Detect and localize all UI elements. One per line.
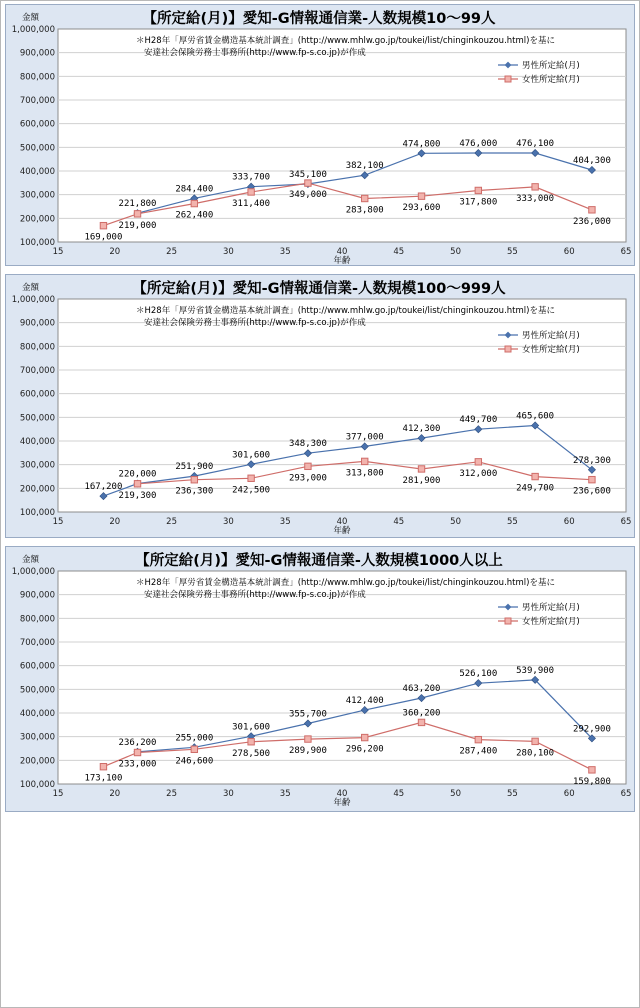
female-data-point bbox=[532, 184, 538, 190]
female-data-label: 280,100 bbox=[516, 748, 555, 759]
female-data-label: 169,000 bbox=[84, 232, 123, 243]
chart-svg bbox=[6, 5, 632, 265]
male-data-label: 476,100 bbox=[516, 138, 555, 149]
female-data-label: 236,000 bbox=[572, 216, 611, 227]
chart-svg bbox=[6, 275, 632, 537]
x-tick-label: 40 bbox=[336, 789, 348, 799]
y-tick-label: 900,000 bbox=[19, 590, 55, 601]
female-data-point bbox=[248, 739, 254, 745]
male-data-label: 167,200 bbox=[84, 482, 123, 493]
x-tick-label: 65 bbox=[620, 789, 632, 799]
y-tick-label: 500,000 bbox=[19, 685, 55, 696]
female-data-label: 312,000 bbox=[459, 468, 498, 479]
female-data-point bbox=[475, 736, 481, 742]
y-tick-label: 500,000 bbox=[19, 413, 55, 424]
x-tick-label: 15 bbox=[52, 517, 64, 527]
male-data-label: 333,700 bbox=[232, 172, 271, 183]
y-tick-label: 1,000,000 bbox=[11, 295, 55, 305]
source-note-line-2: 安達社会保険労務士事務所(http://www.fp-s.co.jp)が作成 bbox=[144, 318, 366, 328]
female-data-label: 246,600 bbox=[175, 756, 214, 767]
legend-female-marker bbox=[505, 76, 511, 82]
y-tick-label: 900,000 bbox=[19, 48, 55, 59]
female-data-point bbox=[475, 459, 481, 465]
female-data-point bbox=[532, 738, 538, 744]
y-tick-label: 200,000 bbox=[19, 484, 55, 495]
female-data-point bbox=[191, 746, 197, 752]
y-tick-label: 100,000 bbox=[19, 508, 55, 518]
female-data-label: 287,400 bbox=[459, 746, 498, 757]
y-tick-label: 800,000 bbox=[19, 72, 55, 83]
x-tick-label: 15 bbox=[52, 789, 64, 799]
female-data-label: 262,400 bbox=[175, 210, 214, 221]
male-data-label: 412,300 bbox=[402, 424, 441, 435]
legend-female-marker bbox=[505, 346, 511, 352]
x-tick-label: 55 bbox=[506, 789, 518, 799]
male-data-label: 474,800 bbox=[402, 139, 441, 150]
chart-svg bbox=[6, 547, 632, 811]
female-data-label: 296,200 bbox=[345, 744, 384, 755]
chart-panel-size-10-99 bbox=[5, 4, 635, 266]
male-data-label: 476,000 bbox=[459, 139, 498, 150]
female-data-label: 293,600 bbox=[402, 203, 441, 214]
x-tick-label: 65 bbox=[620, 517, 632, 527]
male-data-label: 292,900 bbox=[572, 724, 611, 735]
y-tick-label: 700,000 bbox=[19, 366, 55, 376]
male-data-label: 404,300 bbox=[572, 155, 611, 166]
legend-female-label: 女性所定給(月) bbox=[522, 617, 580, 627]
legend-female-label: 女性所定給(月) bbox=[522, 345, 580, 355]
male-data-label: 526,100 bbox=[459, 669, 498, 680]
y-tick-label: 400,000 bbox=[19, 709, 55, 719]
male-data-label: 377,000 bbox=[345, 432, 384, 443]
female-data-label: 242,500 bbox=[232, 485, 271, 496]
female-data-label: 278,500 bbox=[232, 748, 271, 759]
y-axis-title: 金額 bbox=[22, 13, 40, 23]
x-tick-label: 40 bbox=[336, 247, 348, 257]
female-data-label: 236,600 bbox=[572, 486, 611, 497]
male-data-label: 412,400 bbox=[345, 696, 384, 707]
female-data-label: 289,900 bbox=[288, 746, 327, 757]
chart-panel-size-1000-plus bbox=[5, 546, 635, 812]
x-axis-title: 年齢 bbox=[333, 526, 351, 536]
female-data-point bbox=[418, 466, 424, 472]
male-data-label: 382,100 bbox=[345, 161, 384, 172]
legend-female-marker bbox=[505, 618, 511, 624]
male-data-label: 251,900 bbox=[175, 462, 214, 473]
x-tick-label: 45 bbox=[393, 247, 405, 257]
female-data-label: 249,700 bbox=[516, 483, 555, 494]
x-tick-label: 50 bbox=[450, 789, 462, 799]
legend-female-label: 女性所定給(月) bbox=[522, 75, 580, 85]
female-data-point bbox=[362, 458, 368, 464]
male-data-label: 539,900 bbox=[516, 665, 555, 676]
y-tick-label: 800,000 bbox=[19, 614, 55, 625]
y-tick-label: 100,000 bbox=[19, 780, 55, 790]
female-data-point bbox=[362, 195, 368, 201]
y-tick-label: 1,000,000 bbox=[11, 567, 55, 577]
x-tick-label: 25 bbox=[166, 247, 178, 257]
female-data-label: 293,000 bbox=[288, 473, 327, 484]
female-data-label: 360,200 bbox=[402, 708, 441, 719]
female-data-point bbox=[589, 767, 595, 773]
y-tick-label: 700,000 bbox=[19, 638, 55, 648]
y-tick-label: 600,000 bbox=[19, 119, 55, 130]
female-data-point bbox=[134, 749, 140, 755]
female-data-label: 159,800 bbox=[572, 776, 611, 787]
female-data-label: 317,800 bbox=[459, 197, 498, 208]
female-data-label: 313,800 bbox=[345, 468, 384, 479]
x-tick-label: 15 bbox=[52, 247, 64, 257]
female-data-point bbox=[248, 189, 254, 195]
x-tick-label: 60 bbox=[563, 517, 575, 527]
x-tick-label: 60 bbox=[563, 789, 575, 799]
legend-male-label: 男性所定給(月) bbox=[522, 61, 580, 71]
chart-title: 【所定給(月)】愛知-G情報通信業-人数規模10～99人 bbox=[142, 11, 496, 27]
y-tick-label: 600,000 bbox=[19, 389, 55, 400]
y-axis-title: 金額 bbox=[22, 555, 40, 565]
female-data-label: 236,300 bbox=[175, 486, 214, 497]
legend-male-label: 男性所定給(月) bbox=[522, 603, 580, 613]
female-data-point bbox=[475, 187, 481, 193]
male-data-label: 463,200 bbox=[402, 684, 441, 695]
male-data-label: 221,800 bbox=[118, 199, 157, 210]
x-tick-label: 25 bbox=[166, 517, 178, 527]
y-tick-label: 300,000 bbox=[19, 190, 55, 201]
chart-title: 【所定給(月)】愛知-G情報通信業-人数規模1000人以上 bbox=[135, 553, 503, 569]
male-data-label: 465,600 bbox=[516, 411, 555, 422]
x-tick-label: 20 bbox=[109, 247, 121, 257]
female-data-label: 219,300 bbox=[118, 490, 157, 501]
female-data-point bbox=[100, 763, 106, 769]
source-note-line-1: ＊H28年「厚労省賃金構造基本統計調査」(http://www.mhlw.go.jp/toukei/list/chinginkouzou.html)を基に bbox=[136, 578, 555, 588]
male-data-label: 236,200 bbox=[118, 737, 157, 748]
male-data-label: 220,000 bbox=[118, 469, 157, 480]
y-tick-label: 800,000 bbox=[19, 342, 55, 353]
female-data-label: 311,400 bbox=[232, 198, 271, 209]
female-data-point bbox=[418, 193, 424, 199]
x-tick-label: 55 bbox=[506, 517, 518, 527]
female-data-label: 173,100 bbox=[84, 773, 123, 784]
female-data-point bbox=[305, 180, 311, 186]
female-data-point bbox=[191, 200, 197, 206]
male-data-label: 278,300 bbox=[572, 455, 611, 466]
x-axis-title: 年齢 bbox=[333, 256, 351, 265]
male-data-label: 348,300 bbox=[288, 439, 327, 450]
y-tick-label: 500,000 bbox=[19, 143, 55, 154]
x-tick-label: 45 bbox=[393, 517, 405, 527]
male-data-label: 449,700 bbox=[459, 415, 498, 426]
male-data-label: 301,600 bbox=[232, 722, 271, 733]
legend-male-label: 男性所定給(月) bbox=[522, 331, 580, 341]
female-data-label: 283,800 bbox=[345, 205, 384, 216]
female-data-point bbox=[248, 475, 254, 481]
female-data-point bbox=[134, 481, 140, 487]
y-tick-label: 1,000,000 bbox=[11, 25, 55, 35]
male-data-label: 255,000 bbox=[175, 733, 214, 744]
x-tick-label: 40 bbox=[336, 517, 348, 527]
x-tick-label: 50 bbox=[450, 247, 462, 257]
x-tick-label: 30 bbox=[222, 789, 234, 799]
female-data-label: 333,000 bbox=[516, 193, 555, 204]
y-tick-label: 200,000 bbox=[19, 756, 55, 767]
x-tick-label: 20 bbox=[109, 517, 121, 527]
x-tick-label: 20 bbox=[109, 789, 121, 799]
female-data-point bbox=[362, 734, 368, 740]
y-tick-label: 700,000 bbox=[19, 96, 55, 106]
female-data-label: 233,000 bbox=[118, 759, 157, 770]
y-tick-label: 200,000 bbox=[19, 214, 55, 225]
x-tick-label: 35 bbox=[279, 247, 291, 257]
female-data-point bbox=[589, 207, 595, 213]
x-tick-label: 45 bbox=[393, 789, 405, 799]
x-tick-label: 25 bbox=[166, 789, 178, 799]
source-note-line-2: 安達社会保険労務士事務所(http://www.fp-s.co.jp)が作成 bbox=[144, 48, 366, 58]
y-tick-label: 300,000 bbox=[19, 732, 55, 743]
female-data-label: 219,000 bbox=[118, 220, 157, 231]
female-data-point bbox=[305, 736, 311, 742]
male-data-label: 345,100 bbox=[288, 169, 327, 180]
x-tick-label: 65 bbox=[620, 247, 632, 257]
y-tick-label: 300,000 bbox=[19, 460, 55, 471]
female-data-point bbox=[134, 211, 140, 217]
x-axis-title: 年齢 bbox=[333, 798, 351, 808]
female-data-label: 281,900 bbox=[402, 475, 441, 486]
y-tick-label: 400,000 bbox=[19, 167, 55, 177]
female-data-point bbox=[191, 477, 197, 483]
y-tick-label: 900,000 bbox=[19, 318, 55, 329]
male-data-label: 284,400 bbox=[175, 184, 214, 195]
chart-panel-size-100-999 bbox=[5, 274, 635, 538]
x-tick-label: 30 bbox=[222, 517, 234, 527]
source-note-line-2: 安達社会保険労務士事務所(http://www.fp-s.co.jp)が作成 bbox=[144, 590, 366, 600]
chart-title: 【所定給(月)】愛知-G情報通信業-人数規模100～999人 bbox=[132, 281, 506, 297]
female-data-label: 349,000 bbox=[288, 190, 327, 201]
y-tick-label: 600,000 bbox=[19, 661, 55, 672]
female-data-point bbox=[100, 222, 106, 228]
source-note-line-1: ＊H28年「厚労省賃金構造基本統計調査」(http://www.mhlw.go.jp/toukei/list/chinginkouzou.html)を基に bbox=[136, 306, 555, 316]
x-tick-label: 35 bbox=[279, 789, 291, 799]
male-data-label: 355,700 bbox=[288, 709, 327, 720]
male-data-label: 301,600 bbox=[232, 450, 271, 461]
female-data-point bbox=[589, 476, 595, 482]
y-tick-label: 400,000 bbox=[19, 437, 55, 447]
female-data-point bbox=[305, 463, 311, 469]
female-data-point bbox=[532, 473, 538, 479]
x-tick-label: 60 bbox=[563, 247, 575, 257]
y-tick-label: 100,000 bbox=[19, 238, 55, 248]
y-axis-title: 金額 bbox=[22, 283, 40, 293]
female-data-point bbox=[418, 719, 424, 725]
x-tick-label: 50 bbox=[450, 517, 462, 527]
x-tick-label: 30 bbox=[222, 247, 234, 257]
x-tick-label: 35 bbox=[279, 517, 291, 527]
x-tick-label: 55 bbox=[506, 247, 518, 257]
source-note-line-1: ＊H28年「厚労省賃金構造基本統計調査」(http://www.mhlw.go.jp/toukei/list/chinginkouzou.html)を基に bbox=[136, 36, 555, 46]
